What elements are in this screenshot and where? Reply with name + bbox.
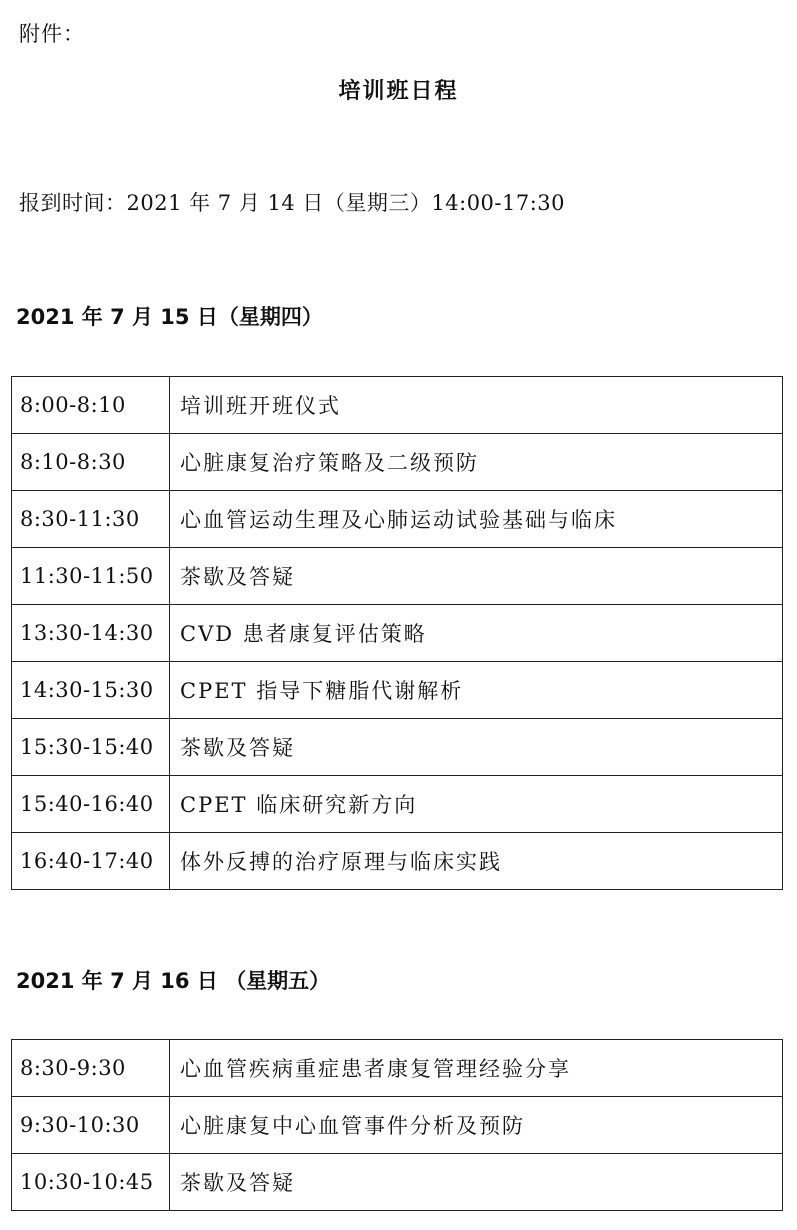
schedule-table-july-16 [11,1039,783,1211]
session-topic: CPET 临床研究新方向 [170,776,783,833]
session-time: 9:30-10:30 [12,1097,170,1154]
table-row [12,1040,783,1097]
session-time: 13:30-14:30 [12,605,170,662]
session-time: 11:30-11:50 [12,548,170,605]
table-row [12,605,783,662]
session-topic: 茶歇及答疑 [170,548,783,605]
schedule-table-july-15 [11,376,783,890]
session-topic: 心脏康复治疗策略及二级预防 [170,434,783,491]
session-topic: 茶歇及答疑 [170,1154,783,1211]
session-topic: 心血管运动生理及心肺运动试验基础与临床 [170,491,783,548]
table-row [12,1154,783,1211]
day-heading-july-16: 2021 年 7 月 16 日 （星期五） [16,969,331,993]
checkin-time: 报到时间：2021 年 7 月 14 日（星期三）14:00-17:30 [19,191,566,215]
table-row [12,662,783,719]
session-time: 14:30-15:30 [12,662,170,719]
table-row [12,377,783,434]
table-row [12,776,783,833]
page-title: 培训班日程 [338,79,459,104]
session-topic: 体外反搏的治疗原理与临床实践 [170,833,783,890]
table-row [12,491,783,548]
table-row [12,548,783,605]
session-topic: 培训班开班仪式 [170,377,783,434]
session-time: 8:30-11:30 [12,491,170,548]
session-topic: CPET 指导下糖脂代谢解析 [170,662,783,719]
table-row [12,434,783,491]
session-time: 8:00-8:10 [12,377,170,434]
session-time: 8:10-8:30 [12,434,170,491]
session-topic: 心脏康复中心血管事件分析及预防 [170,1097,783,1154]
session-topic: CVD 患者康复评估策略 [170,605,783,662]
session-topic: 心血管疾病重症患者康复管理经验分享 [170,1040,783,1097]
session-time: 16:40-17:40 [12,833,170,890]
session-time: 10:30-10:45 [12,1154,170,1211]
session-topic: 茶歇及答疑 [170,719,783,776]
session-time: 8:30-9:30 [12,1040,170,1097]
day-heading-july-15: 2021 年 7 月 15 日（星期四） [16,305,323,329]
session-time: 15:40-16:40 [12,776,170,833]
table-row [12,1097,783,1154]
session-time: 15:30-15:40 [12,719,170,776]
table-row [12,833,783,890]
table-row [12,719,783,776]
attachment-label: 附件： [19,22,85,46]
